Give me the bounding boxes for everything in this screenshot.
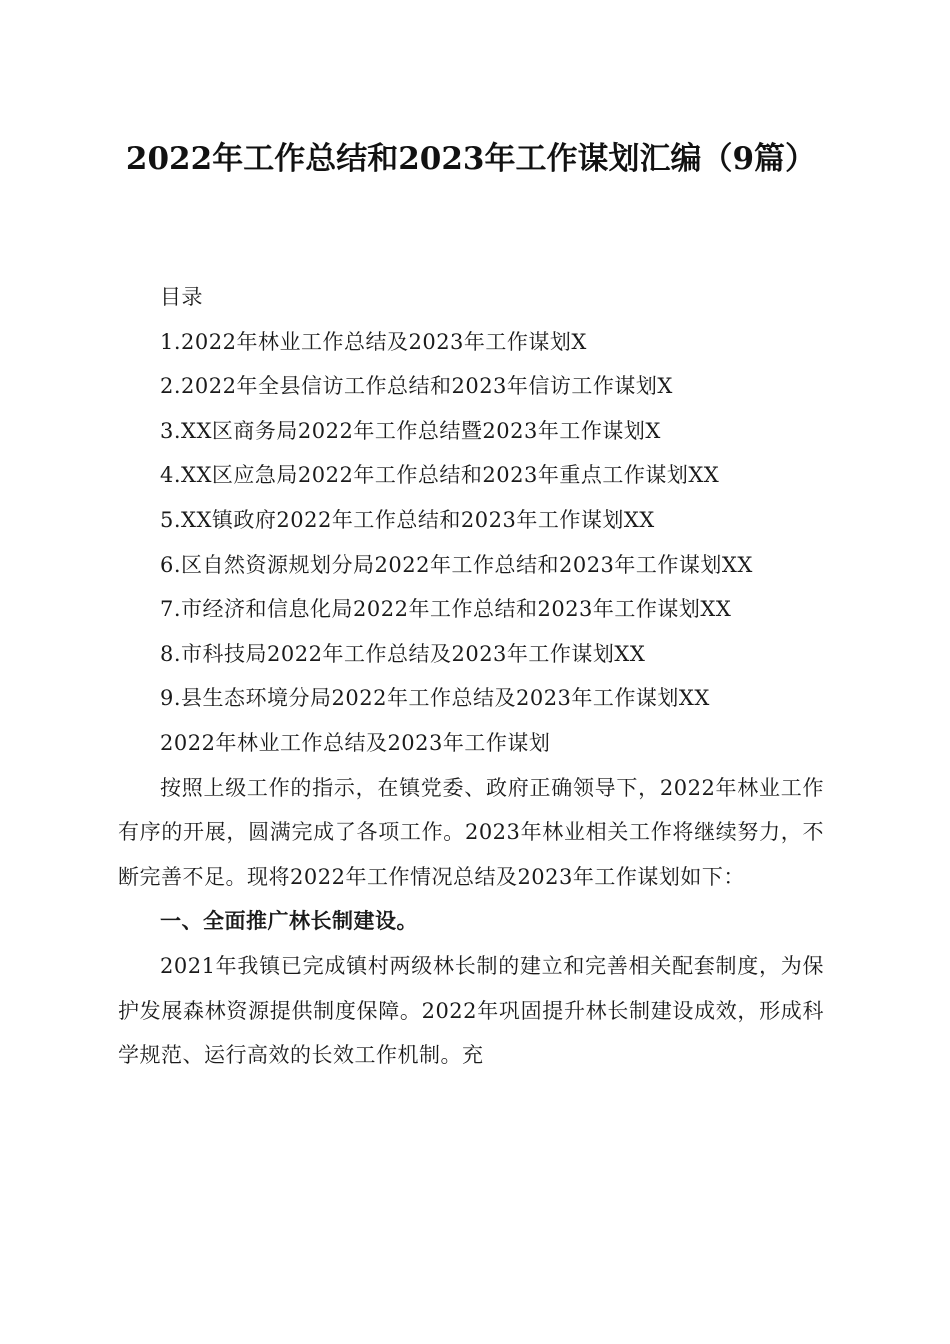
toc-item: 8.市科技局2022年工作总结及2023年工作谋划XX — [160, 641, 646, 666]
toc-item: 6.区自然资源规划分局2022年工作总结和2023年工作谋划XX — [160, 552, 753, 577]
document-title: 2022年工作总结和2023年工作谋划汇编（9篇） — [125, 141, 817, 177]
toc-item: 5.XX镇政府2022年工作总结和2023年工作谋划XX — [160, 507, 655, 532]
toc-item: 9.县生态环境分局2022年工作总结及2023年工作谋划XX — [160, 686, 710, 711]
toc-item: 3.XX区商务局2022年工作总结暨2023年工作谋划X — [160, 418, 661, 443]
section-paragraph: 2021年我镇已完成镇村两级林长制的建立和完善相关配套制度，为保护发展森林资源提供制度保障。2022年巩固提升林长制建设成效，形成科学规范、运行高效的长效工作机制。充 — [118, 953, 824, 1068]
toc-item: 7.市经济和信息化局2022年工作总结和2023年工作谋划XX — [160, 597, 732, 622]
article-title: 2022年林业工作总结及2023年工作谋划 — [160, 730, 551, 755]
toc-item: 4.XX区应急局2022年工作总结和2023年重点工作谋划XX — [160, 463, 720, 488]
toc-heading: 目录 — [160, 285, 203, 309]
toc-item: 1.2022年林业工作总结及2023年工作谋划X — [160, 329, 587, 354]
article-intro: 按照上级工作的指示，在镇党委、政府正确领导下，2022年林业工作有序的开展，圆满完成了各项工作。2023年林业相关工作将继续努力，不断完善不足。现将2022年工作情况总结及2023年工作谋划如下： — [118, 775, 824, 889]
toc-item: 2.2022年全县信访工作总结和2023年信访工作谋划X — [160, 374, 673, 399]
section-heading: 一、全面推广林长制建设。 — [160, 909, 418, 934]
document-body — [118, 275, 824, 1078]
